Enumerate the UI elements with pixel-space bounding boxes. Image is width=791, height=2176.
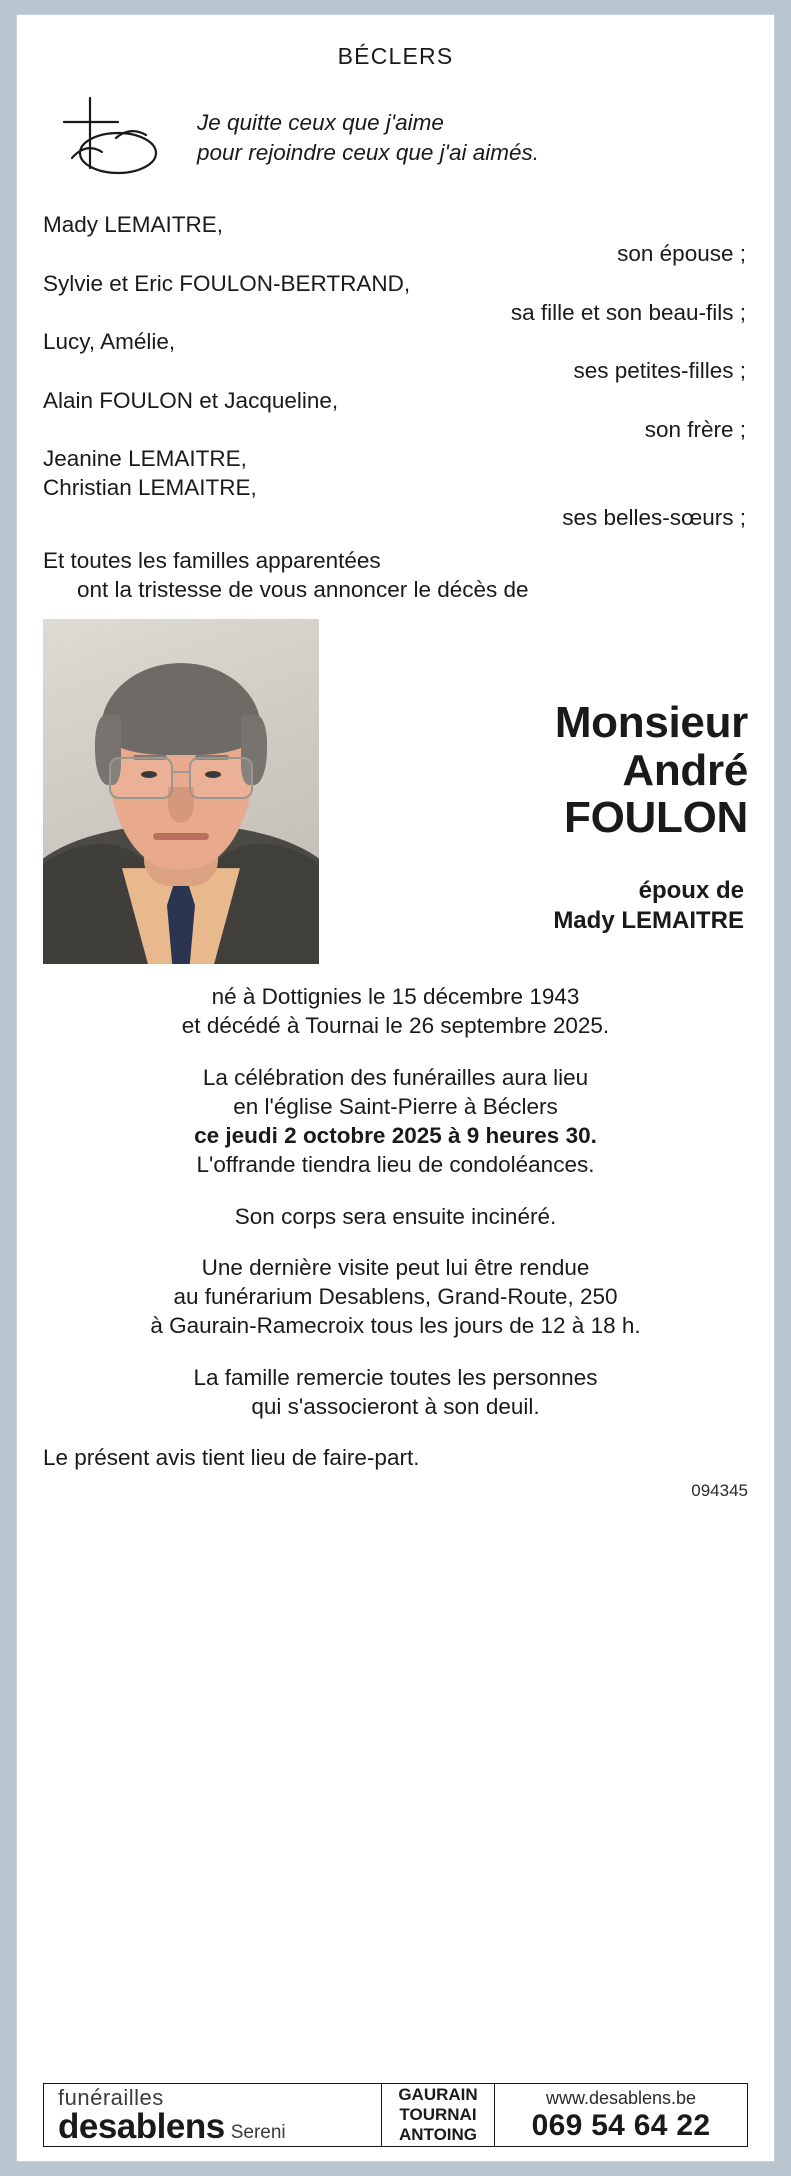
deceased-name-block <box>319 619 748 936</box>
family-name: Jeanine LEMAITRE, <box>43 446 247 471</box>
announce-line-1: Et toutes les familles apparentées <box>43 547 381 573</box>
family-name: Mady LEMAITRE, <box>43 212 224 237</box>
family-relation: ses petites-filles ; <box>573 358 746 384</box>
symbol-and-verse <box>43 92 748 184</box>
announce-line-2: ont la tristesse de vous annoncer le décès de <box>77 577 529 603</box>
thanks-line-2: qui s'associeront à son deuil. <box>251 1393 540 1419</box>
family-name: Alain FOULON et Jacqueline, <box>43 387 339 413</box>
portrait-and-name <box>43 619 748 964</box>
funeral-line-2: en l'église Saint-Pierre à Béclers <box>233 1093 558 1119</box>
birth-line: né à Dottignies le 15 décembre 1943 <box>211 984 580 1010</box>
death-line: et décédé à Tournai le 26 septembre 2025. <box>181 1013 610 1039</box>
cremation-line: Son corps sera ensuite incinéré. <box>234 1203 557 1229</box>
reference-number: 094345 <box>691 1481 748 1501</box>
deceased-first-name: André <box>622 745 748 795</box>
spouse-block <box>337 876 748 936</box>
spouse-label: époux de <box>638 876 744 904</box>
footer-sereni-label: Sereni <box>230 2121 286 2143</box>
spouse-name: Mady LEMAITRE <box>553 906 744 934</box>
funeral-datetime: ce jeudi 2 octobre 2025 à 9 heures 30. <box>194 1123 597 1149</box>
footer-town-3: ANTOING <box>398 2125 478 2145</box>
family-relation: sa fille et son beau-fils ; <box>510 299 746 325</box>
visit-line-1: Une dernière visite peut lui être rendue <box>201 1254 590 1280</box>
family-list <box>43 210 748 532</box>
deceased-name <box>337 699 748 842</box>
funeral-line-1: La célébration des funérailles aura lieu <box>202 1064 589 1090</box>
family-relation: son épouse ; <box>617 241 746 267</box>
announcement-text <box>43 546 748 605</box>
death-notice-card <box>16 14 775 2162</box>
faire-part-line: Le présent avis tient lieu de faire-part. <box>43 1445 420 1471</box>
thanks-line-1: La famille remercie toutes les personnes <box>193 1364 598 1390</box>
footer-towns <box>381 2084 494 2146</box>
locality-heading: BÉCLERS <box>337 43 454 69</box>
visit-line-3: à Gaurain-Ramecroix tous les jours de 12 à 18 h. <box>150 1313 641 1339</box>
footer-town-1: GAURAIN <box>398 2084 478 2104</box>
notice-body <box>43 982 748 1421</box>
deceased-last-name: FOULON <box>564 793 748 843</box>
funeral-home-footer <box>43 2083 748 2147</box>
family-relation: ses belles-sœurs ; <box>562 504 746 530</box>
footer-brand <box>44 2084 381 2146</box>
family-relation: son frère ; <box>644 416 746 442</box>
deceased-title: Monsieur <box>554 698 748 748</box>
footer-phone[interactable]: 069 54 64 22 <box>531 2109 711 2143</box>
visit-line-2: au funérarium Desablens, Grand-Route, 250 <box>173 1284 618 1310</box>
footer-website[interactable]: www.desablens.be <box>545 2087 697 2108</box>
verse-line-2: pour rejoindre ceux que j'ai aimés. <box>197 140 539 165</box>
footer-contact <box>494 2084 747 2146</box>
portrait-photo <box>43 619 319 964</box>
footer-brand-name: desablens <box>58 2106 225 2146</box>
footer-town-2: TOURNAI <box>399 2104 477 2124</box>
offering-line: L'offrande tiendra lieu de condoléances. <box>196 1152 595 1178</box>
family-name: Lucy, Amélie, <box>43 329 176 354</box>
footer-funerailles-label: funérailles <box>58 2084 164 2110</box>
cross-with-landscape-icon <box>43 96 193 180</box>
verse-line-1: Je quitte ceux que j'aime <box>197 110 444 136</box>
verse-text <box>193 108 748 168</box>
family-name: Sylvie et Eric FOULON-BERTRAND, <box>43 270 411 296</box>
family-name: Christian LEMAITRE, <box>43 475 257 501</box>
